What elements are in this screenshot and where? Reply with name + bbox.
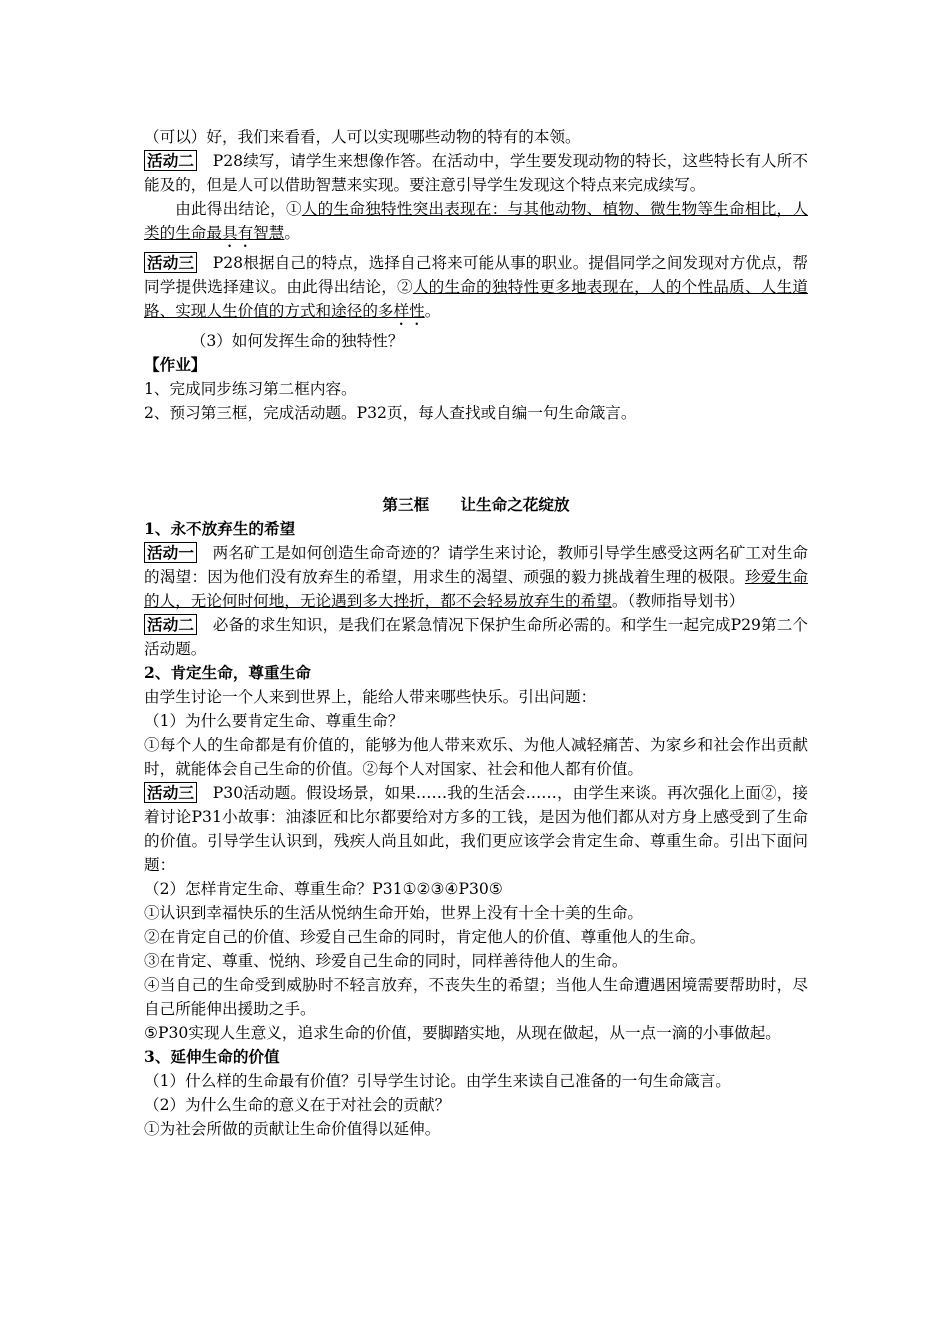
activity-label: 活动三 bbox=[144, 252, 197, 273]
activity-label: 活动二 bbox=[144, 614, 197, 635]
section-heading: 3、延伸生命的价值 bbox=[144, 1047, 280, 1066]
spacer bbox=[144, 425, 808, 489]
activity-label: 活动一 bbox=[144, 542, 197, 563]
list-item: ②在肯定自己的价值、珍爱自己生命的同时，肯定他人的价值、尊重他人的生命。 bbox=[144, 928, 706, 946]
homework-item: 2、预习第三框，完成活动题。P32页，每人查找或自编一句生命箴言。 bbox=[144, 404, 637, 422]
homework-item: 1、完成同步练习第二框内容。 bbox=[144, 380, 357, 398]
activity-three-paragraph: 活动三 P28根据自己的特点，选择自己将来可能从事的职业。提倡同学之间发现对方优点，帮同学提供选择建议。由此得出结论，②人的生命的独特性更多地表现在，人的个性品质、人生道路、实现人生价值的方式和途径的多样性。 bbox=[144, 253, 808, 320]
question: （1）什么样的生命最有价值？引导学生讨论。由学生来读自己准备的一句生命箴言。 bbox=[144, 1072, 731, 1090]
paragraph: 由学生讨论一个人来到世界上，能给人带来哪些快乐。引出问题： bbox=[144, 688, 597, 706]
section-heading: 2、肯定生命，尊重生命 bbox=[144, 663, 311, 682]
activity-two-paragraph: 活动二 P28续写，请学生来想像作答。在活动中，学生要发现动物的特长，这些特长有人所不能及的，但是人可以借助智慧来实现。要注意引导学生发现这个特点来完成续写。 bbox=[144, 151, 808, 194]
section-title: 第三框 让生命之花绽放 bbox=[382, 495, 570, 514]
activity-two-paragraph: 活动二 必备的求生知识，是我们在紧急情况下保护生命所必需的。和学生一起完成P29第二个活动题。 bbox=[144, 615, 808, 658]
activity-label: 活动二 bbox=[144, 150, 197, 171]
question: （3）如何发挥生命的独特性？ bbox=[190, 332, 404, 350]
section-heading: 1、永不放弃生的希望 bbox=[144, 519, 296, 538]
homework-heading: 【作业】 bbox=[144, 355, 207, 374]
list-item: ①认识到幸福快乐的生活从悦纳生命开始，世界上没有十全十美的生命。 bbox=[144, 904, 644, 922]
paragraph: ①每个人的生命都是有价值的，能够为他人带来欢乐、为他人减轻痛苦、为家乡和社会作出贡献时，就能体会自己生命的价值。②每个人对国家、社会和他人都有价值。 bbox=[144, 736, 808, 778]
question: （2）为什么生命的意义在于对社会的贡献？ bbox=[144, 1096, 451, 1114]
activity-one-paragraph: 活动一 两名矿工是如何创造生命奇迹的？请学生来讨论，教师引导学生感受这两名矿工对生命的渴望：因为他们没有放弃生的希望，用求生的渴望、顽强的毅力挑战着生理的极限。珍爱生命的人，无论何时何地，无论遇到多大挫折，都不会轻易放弃生的希望。（教师指导划书） bbox=[144, 543, 808, 610]
activity-three-paragraph: 活动三 P30活动题。假设场景，如果……我的生活会……，由学生来谈。再次强化上面②，接着讨论P31小故事：油漆匠和比尔都要给对方多的工钱，是因为他们都从对方身上感受到了生命的价值。引导学生认识到，残疾人尚且如此，我们更应该学会肯定生命、尊重生命。引出下面问题： bbox=[144, 783, 808, 874]
list-item: ①为社会所做的贡献让生命价值得以延伸。 bbox=[144, 1120, 441, 1138]
activity-label: 活动三 bbox=[144, 782, 197, 803]
list-item: ④当自己的生命受到威胁时不轻言放弃，不丧失生的希望；当他人生命遭遇困境需要帮助时，尽自己所能伸出援助之手。 bbox=[144, 976, 808, 1018]
list-item: ⑤P30实现人生意义，追求生命的价值，要脚踏实地，从现在做起，从一点一滴的小事做起。 bbox=[144, 1024, 781, 1042]
paragraph: （可以）好，我们来看看，人可以实现哪些动物的特有的本领。 bbox=[144, 128, 581, 146]
question: （1）为什么要肯定生命、尊重生命？ bbox=[144, 712, 404, 730]
document-body bbox=[144, 125, 808, 1141]
list-item: ③在肯定、尊重、悦纳、珍爱自己生命的同时，同样善待他人的生命。 bbox=[144, 952, 628, 970]
conclusion-one: 由此得出结论，①人的生命独特性突出表现在：与其他动物、植物、微生物等生命相比，人类的生命最具有智慧。 bbox=[144, 200, 808, 242]
question: （2）怎样肯定生命、尊重生命？P31①②③④P30⑤ bbox=[144, 880, 503, 898]
